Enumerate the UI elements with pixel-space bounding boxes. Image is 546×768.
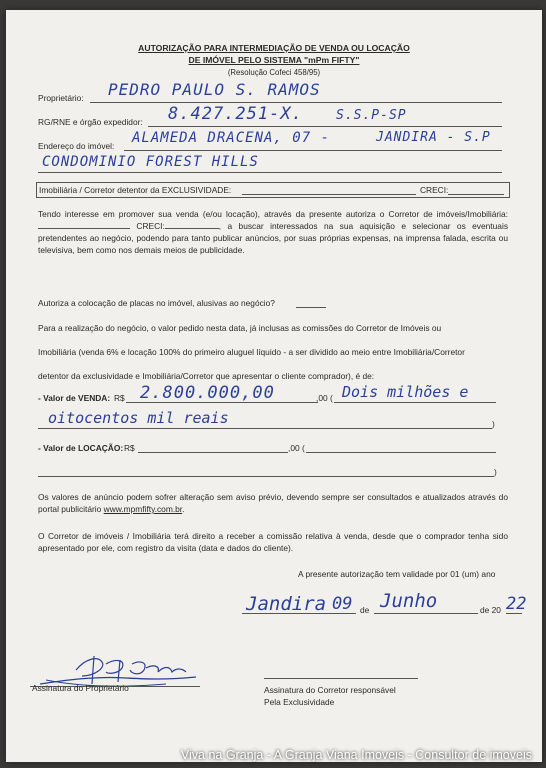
document-page xyxy=(6,10,542,762)
date-month: Junho xyxy=(380,590,438,612)
address-line-2 xyxy=(38,172,502,173)
paragraph-value-1: Para a realização do negócio, o valor pedido nesta data, já inclusas as comissões do Corretor de Imóveis ou xyxy=(38,323,442,333)
sale-close-paren: ) xyxy=(492,419,495,429)
doc-title-line2: DE IMÓVEL PELO SISTEMA "mPm FIFTY" xyxy=(188,55,360,65)
watermark-caption: Viva na Granja - A Granja Viana Imoveis - Consultor de imoveis xyxy=(180,748,532,762)
sale-currency: R$ xyxy=(114,393,125,403)
owner-value: PEDRO PAULO S. RAMOS xyxy=(108,80,321,99)
date-de-1: de xyxy=(360,605,370,615)
date-de-2: de 20 xyxy=(480,605,501,615)
rent-value-line xyxy=(138,452,288,453)
rent-words-line-2 xyxy=(38,476,494,477)
paragraph-authorization-a: Tendo interesse em promover sua venda (e/ou locação), através da presente autoriza o Corretor de imóveis/Imobiliária: xyxy=(38,209,508,219)
paragraph-authorization-tail: , a buscar xyxy=(218,221,264,231)
sale-words-2: oitocentos mil reais xyxy=(48,409,229,427)
rent-words-line xyxy=(306,452,496,453)
broker-signature-label-1: Assinatura do Corretor responsável xyxy=(264,685,396,695)
address-city: JANDIRA - S.P xyxy=(376,130,491,145)
address-line xyxy=(124,150,502,151)
owner-label: Proprietário: xyxy=(38,93,84,103)
rent-currency: R$ xyxy=(124,443,135,453)
sale-label: - Valor de VENDA: xyxy=(38,393,111,403)
broker-signature-label-2: Pela Exclusividade xyxy=(264,697,335,707)
rg-issuer: S.S.P-SP xyxy=(336,108,407,123)
address-line2-value: CONDOMINIO FOREST HILLS xyxy=(42,154,259,170)
date-month-line xyxy=(374,613,478,614)
address-label: Endereço do imóvel: xyxy=(38,141,115,151)
rent-label: - Valor de LOCAÇÃO: xyxy=(38,443,124,453)
doc-resolution: (Resolução Cofeci 458/95) xyxy=(227,68,321,77)
paragraph-commission: O Corretor de imóveis / Imobiliária terá direito a receber a comissão relativa à venda, desde que o comprador tenha sido apresentado por ele, com registro da visita (data e dados do cliente). xyxy=(38,531,508,553)
broker-line xyxy=(38,228,130,229)
rent-close-paren: ) xyxy=(494,467,497,477)
date-city: Jandira xyxy=(246,593,327,615)
date-year: 22 xyxy=(506,594,527,614)
paragraph-prices: Os valores de anúncio podem sofrer alteração sem aviso prévio, devendo sempre ser consultados e atualizados através do portal publicitário www.mpmfifty.com.br. xyxy=(38,492,508,514)
paragraph-authorization-b: interessados na sua aquisição e selecionar os eventuais pretendentes ao negócio, podendo para tanto publicar anúncios, por suas próprias expensas, na imprensa falada, escrita ou televisiva, bem como nos demais meios de publicidade. xyxy=(38,221,509,255)
rent-cents: ,00 ( xyxy=(288,443,305,453)
sale-cents: ,00 ( xyxy=(316,393,333,403)
portal-link[interactable]: www.mpmfifty.com.br xyxy=(103,504,183,514)
broker-signature-line xyxy=(264,678,418,679)
paragraph-creci-label: CRECI: xyxy=(136,221,165,231)
creci-line xyxy=(165,228,219,229)
paragraph-authorization xyxy=(38,208,508,256)
placas-question: Autoriza a colocação de placas no imóvel, alusivas ao negócio? xyxy=(38,298,275,308)
rg-line xyxy=(148,126,502,127)
sale-value: 2.800.000,00 xyxy=(140,383,275,403)
address-value: ALAMEDA DRACENA, 07 - xyxy=(132,130,331,146)
doc-title-line1: AUTORIZAÇÃO PARA INTERMEDIAÇÃO DE VENDA OU LOCAÇÃO xyxy=(138,43,410,53)
placas-line xyxy=(296,307,326,308)
agency-creci-line xyxy=(448,194,504,195)
rg-value: 8.427.251-X. xyxy=(168,104,303,124)
paragraph-prices-text: Os valores de anúncio podem sofrer alteração sem aviso prévio, devendo sempre ser consultados e atualizados através do portal publicitário xyxy=(38,492,508,514)
agency-creci-label: CRECI: xyxy=(420,185,449,195)
validity-text: A presente autorização tem validade por 01 (um) ano xyxy=(298,569,496,579)
agency-label: Imobiliária / Corretor detentor da EXCLUSIVIDADE: xyxy=(39,185,232,195)
agency-line xyxy=(242,194,416,195)
rg-label: RG/RNE e órgão expedidor: xyxy=(38,117,143,127)
date-day: 09 xyxy=(332,594,353,614)
owner-line xyxy=(90,102,502,103)
sale-words-line xyxy=(334,402,496,403)
owner-signature-label: Assinatura do Proprietário xyxy=(32,683,129,693)
paragraph-value-3: detentor da exclusividade e Imobiliária/Corretor que apresentar o cliente comprador), é de: xyxy=(38,371,375,381)
sale-words-1: Dois milhões e xyxy=(342,383,469,401)
paragraph-value-2: Imobiliária (venda 6% e locação 100% do primeiro aluguel líquido - a ser dividido ao meio entre Imobiliária/Corretor xyxy=(38,347,465,357)
sale-words-line-2 xyxy=(38,428,492,429)
